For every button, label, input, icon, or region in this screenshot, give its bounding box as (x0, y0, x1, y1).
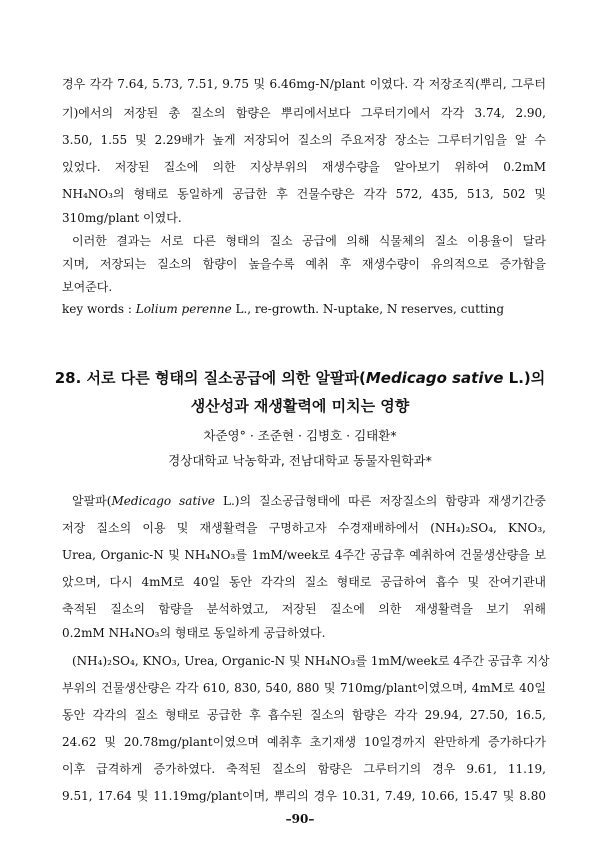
authors: 차준영° · 조준현 · 김병호 · 김태환* (203, 428, 397, 443)
affiliation: 경상대학교 낙농학과, 전남대학교 동물자원학과* (168, 453, 432, 468)
abstract-line: 지며, 저장되는 질소의 함량이 높을수록 예취 후 재생수량이 유의적으로 증가함을 (62, 257, 546, 271)
abstract-line: NH₄NO₃의 형태로 동일하게 공급한 후 건물수량은 각각 572, 435, 513, 502 및 (62, 187, 546, 201)
article-title (40, 368, 560, 388)
keywords-species: Lolium perenne (135, 302, 232, 316)
body-prefix: 알팔파( (72, 494, 112, 508)
keywords (62, 300, 504, 318)
body-suffix: L.)의 질소공급형태에 따른 저장질소의 함량과 재생기간중 (215, 494, 546, 508)
body-line: 축적된 질소의 함량을 분석하였고, 저장된 질소에 의한 재생활력을 보기 위해 (62, 602, 546, 616)
body-line (72, 492, 546, 510)
body-line: (NH₄)₂SO₄, KNO₃, Urea, Organic-N 및 NH₄NO₃를 1mM/week로 4주간 공급후 지상 (72, 654, 550, 668)
abstract-line: 310mg/plant 이였다. (62, 211, 182, 225)
abstract-line: 경우 각각 7.64, 5.73, 7.51, 9.75 및 6.46mg-N/plant 이였다. 각 저장조직(뿌리, 그루터 (62, 77, 546, 91)
body-species: Medicago sative (111, 494, 215, 508)
abstract-line: 보여준다. (62, 280, 113, 294)
body-line: 부위의 건물생산량은 각각 610, 830, 540, 880 및 710mg/plant이였으며, 4mM로 40일 (62, 681, 546, 695)
page-number: –90– (285, 812, 315, 826)
title-prefix: 28. 서로 다른 형태의 질소공급에 의한 알팔파( (54, 369, 366, 387)
body-line: Urea, Organic-N 및 NH₄NO₃를 1mM/week로 4주간 공급후 예취하여 건물생산량을 보 (62, 548, 546, 562)
title-species: Medicago sative (365, 369, 504, 387)
title-suffix: L.)의 (503, 369, 546, 387)
keywords-list: L., re-growth. N-uptake, N reserves, cutting (231, 302, 505, 316)
abstract-line: 이러한 결과는 서로 다른 형태의 질소 공급에 의해 식물체의 질소 이용율이 달라 (72, 234, 546, 248)
keywords-label: key words : (62, 302, 136, 316)
body-line: 이후 급격하게 증가하였다. 축적된 질소의 함량은 그루터기의 경우 9.61, 11.19, (62, 762, 546, 776)
abstract-line: 3.50, 1.55 및 2.29배가 높게 저장되어 질소의 주요저장 장소는 그루터기임을 알 수 (62, 133, 546, 147)
abstract-line: 기)에서의 저장된 총 질소의 함량은 뿌리에서보다 그루터기에서 각각 3.74, 2.90, (62, 106, 546, 120)
abstract-line: 있었다. 저장된 질소에 의한 지상부위의 재생수량을 알아보기 위하여 0.2mM (62, 160, 546, 174)
body-line: 0.2mM NH₄NO₃의 형태로 동일하게 공급하였다. (62, 626, 326, 640)
body-line: 동안 각각의 질소 형태로 공급한 후 흡수된 질소의 함량은 각각 29.94, 27.50, 16.5, (62, 708, 546, 722)
article-title-line2: 생산성과 재생활력에 미치는 영향 (190, 397, 410, 415)
body-line: 았으며, 다시 4mM로 40일 동안 각각의 질소 형태로 공급하여 흡수 및 잔여기관내 (62, 575, 546, 589)
body-line: 저장 질소의 이용 및 재생활력을 구명하고자 수경재배하에서 (NH₄)₂SO₄, KNO₃, (62, 521, 546, 535)
body-line: 9.51, 17.64 및 11.19mg/plant이며, 뿌리의 경우 10.31, 7.49, 10.66, 15.47 및 8.80 (62, 789, 546, 803)
body-line: 24.62 및 20.78mg/plant이였으며 예취후 초기재생 10일경까지 완만하게 증가하다가 (62, 735, 546, 749)
